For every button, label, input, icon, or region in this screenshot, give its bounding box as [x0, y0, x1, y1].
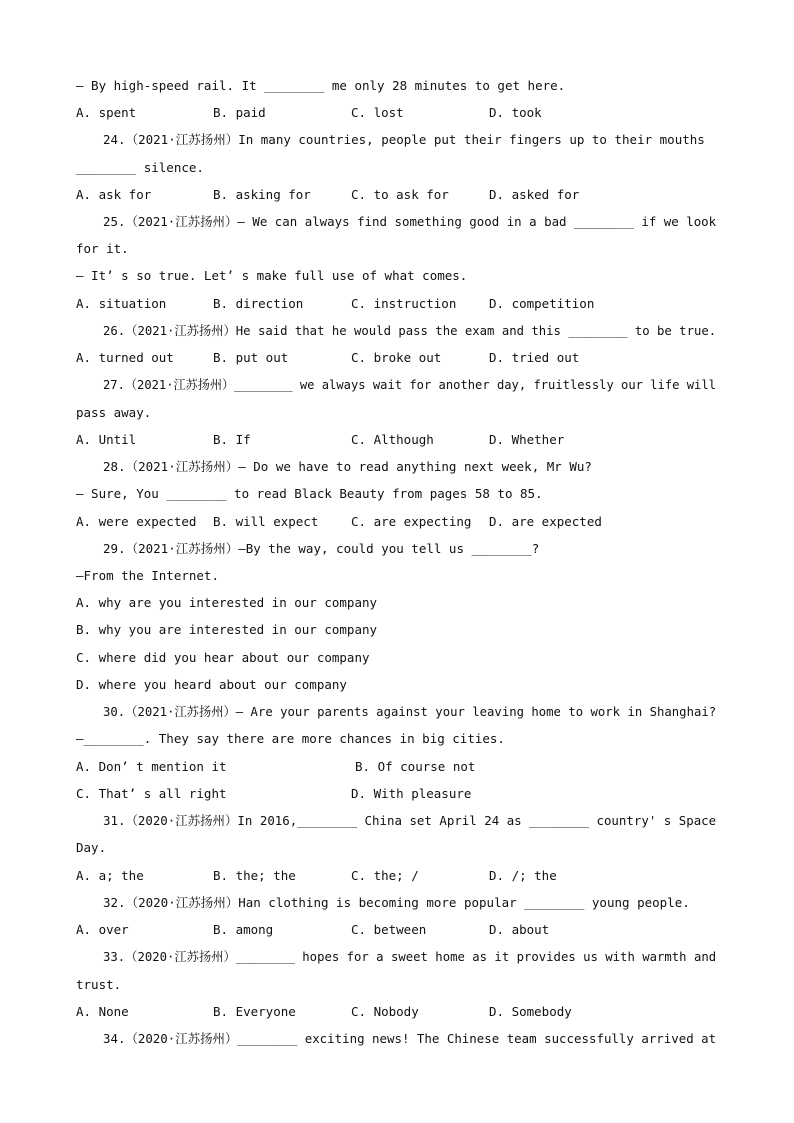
q23-option-c: C. lost	[351, 105, 404, 120]
q30-stem: 30.（2021·江苏扬州）— Are your parents against your leaving home to work in Shanghai?	[103, 704, 717, 719]
q24-option-c: C. to ask for	[351, 187, 449, 202]
q30-response: —________. They say there are more chances in big cities.	[76, 731, 505, 746]
q31-option-d: D. /; the	[489, 868, 557, 883]
q25-option-a: A. situation	[76, 296, 167, 311]
q32-option-c: C. between	[351, 922, 427, 937]
q24-option-d: D. asked for	[489, 187, 580, 202]
q30-option-d: D. With pleasure	[351, 786, 472, 801]
q26-option-b: B. put out	[213, 350, 289, 365]
q24-stem: 24.（2021·江苏扬州）In many countries, people put their fingers up to their mouths	[103, 132, 705, 147]
q32-stem: 32.（2020·江苏扬州）Han clothing is becoming more popular ________ young people.	[103, 895, 690, 910]
q23-option-b: B. paid	[213, 105, 266, 120]
q29-option-a: A. why are you interested in our company	[76, 595, 378, 610]
q27-option-d: D. Whether	[489, 432, 565, 447]
q30-option-c: C. That’ s all right	[76, 786, 227, 801]
q33-stem-cont: trust.	[76, 977, 122, 992]
q29-option-d: D. where you heard about our company	[76, 677, 347, 692]
q28-response: — Sure, You ________ to read Black Beauty from pages 58 to 85.	[76, 486, 543, 501]
q32-option-a: A. over	[76, 922, 129, 937]
q27-option-b: B. If	[213, 432, 251, 447]
q34-stem: 34.（2020·江苏扬州）________ exciting news! The Chinese team successfully arrived at	[103, 1031, 717, 1046]
q29-option-c: C. where did you hear about our company	[76, 650, 370, 665]
q29-option-b: B. why you are interested in our company	[76, 622, 378, 637]
q28-stem: 28.（2021·江苏扬州）— Do we have to read anything next week, Mr Wu?	[103, 459, 592, 474]
q30-option-a: A. Don’ t mention it	[76, 759, 227, 774]
q26-option-c: C. broke out	[351, 350, 442, 365]
q26-option-a: A. turned out	[76, 350, 174, 365]
q33-option-c: C. Nobody	[351, 1004, 419, 1019]
q24-option-a: A. ask for	[76, 187, 152, 202]
q24-stem-cont: ________ silence.	[76, 160, 204, 175]
q27-option-a: A. Until	[76, 432, 137, 447]
q28-option-b: B. will expect	[213, 514, 319, 529]
q33-stem: 33.（2020·江苏扬州）________ hopes for a sweet home as it provides us with warmth and	[103, 949, 717, 964]
q30-option-b: B. Of course not	[355, 759, 476, 774]
q32-option-b: B. among	[213, 922, 274, 937]
q33-option-b: B. Everyone	[213, 1004, 296, 1019]
q24-option-b: B. asking for	[213, 187, 311, 202]
q28-option-d: D. are expected	[489, 514, 602, 529]
q29-stem: 29.（2021·江苏扬州）—By the way, could you tell us ________?	[103, 541, 540, 556]
q25-stem: 25.（2021·江苏扬州）— We can always find something good in a bad ________ if we look	[103, 214, 717, 229]
q26-stem: 26.（2021·江苏扬州）He said that he would pass the exam and this ________ to be true.	[103, 323, 717, 338]
q27-option-c: C. Although	[351, 432, 434, 447]
q33-option-a: A. None	[76, 1004, 129, 1019]
q31-option-a: A. a; the	[76, 868, 144, 883]
q28-option-c: C. are expecting	[351, 514, 472, 529]
q33-option-d: D. Somebody	[489, 1004, 572, 1019]
q25-response: — It’ s so true. Let’ s make full use of what comes.	[76, 268, 468, 283]
q27-stem-cont: pass away.	[76, 405, 152, 420]
q31-stem-cont: Day.	[76, 840, 107, 855]
q25-option-b: B. direction	[213, 296, 304, 311]
q23-option-a: A. spent	[76, 105, 137, 120]
q27-stem: 27.（2021·江苏扬州）________ we always wait for another day, fruitlessly our life will	[103, 377, 716, 392]
q31-option-c: C. the; /	[351, 868, 419, 883]
q25-option-c: C. instruction	[351, 296, 457, 311]
q29-response: —From the Internet.	[76, 568, 219, 583]
q32-option-d: D. about	[489, 922, 550, 937]
q31-stem: 31.（2020·江苏扬州）In 2016,________ China set April 24 as ________ country' s Space	[103, 813, 717, 828]
q23-option-d: D. took	[489, 105, 542, 120]
q25-stem-cont: for it.	[76, 241, 129, 256]
q25-option-d: D. competition	[489, 296, 595, 311]
q31-option-b: B. the; the	[213, 868, 296, 883]
q26-option-d: D. tried out	[489, 350, 580, 365]
q28-option-a: A. were expected	[76, 514, 197, 529]
q23-answer-line: — By high-speed rail. It ________ me only 28 minutes to get here.	[76, 78, 566, 93]
